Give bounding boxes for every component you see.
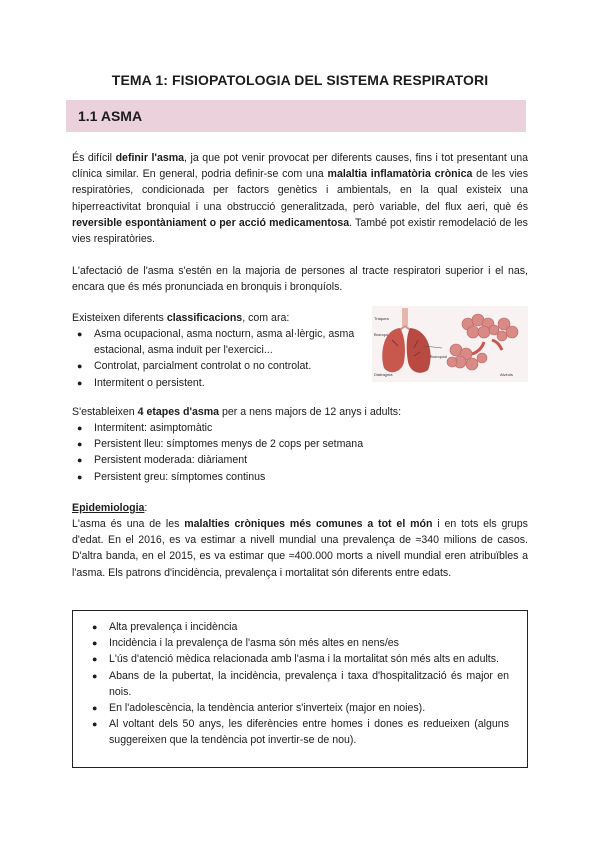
- classifications-intro: Existeixen diferents classificacions, com ara:: [72, 312, 290, 324]
- list-item: ● Intermitent o persistent.: [77, 376, 205, 389]
- list-item: ● Al voltant dels 50 anys, les diferències entre homes i dones es redueixen (alguns suggereixen que la tendència pot invertir-se de nou).: [92, 718, 509, 747]
- list-item: ● Persistent lleu: símptomes menys de 2 cops per setmana: [77, 438, 364, 451]
- section-title: 1.1 ASMA: [78, 108, 143, 124]
- figure-label: Alvèols: [500, 372, 513, 377]
- figure-label: Diafragma: [374, 372, 393, 377]
- classifications-list: [72, 326, 364, 391]
- list-item: ● En l'adolescència, la tendència anterior s'inverteix (major en noies).: [92, 702, 426, 715]
- epidemiology-paragraph: L'asma és una de les malalties cròniques més comunes a tot el món i en tots els grups d'edat. En el 2016, es va estimar a nivell mundial una prevalença de ≈340 milions de casos. D'altra banda, en el 2015, es va estimar que ≈400.000 morts a nivell mundial eren atribuïbles a l'asma. Els patrons d'incidència, prevalença i mortalitat són diferents entre edats.: [72, 518, 528, 579]
- stages-list: [72, 420, 528, 485]
- figure-label: Tràquea: [374, 316, 389, 321]
- figure-label: Bronquíol: [430, 354, 448, 359]
- lung-illustration: [372, 306, 528, 382]
- list-item: ● Controlat, parcialment controlat o no controlat.: [77, 360, 312, 373]
- stages-intro: S'estableixen 4 etapes d'asma per a nens majors de 12 anys i adults:: [72, 406, 402, 418]
- list-item: ● Incidència i la prevalença de l'asma són més altes en nens/es: [92, 637, 399, 650]
- list-item: ● Intermitent: asimptomàtic: [77, 422, 213, 434]
- list-item: ● Alta prevalença i incidència: [92, 621, 238, 633]
- affectation-paragraph: L'afectació de l'asma s'estén en la majoria de persones al tracte respiratori superior i el nas, encara que és més pronunciada en bronquis i bronquíols.: [72, 265, 528, 294]
- intro-paragraph: És difícil definir l'asma, ja que pot venir provocat per diferents causes, fins i tot presentant una clínica similar. En general, podria definir-se com una malaltia inflamatòria crònica de les vies respiratòries, condicionada per factors genètics i ambientals, en la qual existeix una hiperreactivitat bronquial i una obstrucció generalitzada, però variable, del flux aeri, què és reversible espontàniament o per acció medicamentosa. També pot existir remodelació de les vies respiratòries.: [72, 152, 528, 246]
- list-item: ● Persistent greu: símptomes continus: [77, 470, 266, 483]
- summary-list: [87, 619, 509, 749]
- page-title: TEMA 1: FISIOPATOLOGIA DEL SISTEMA RESPIRATORI: [111, 72, 489, 88]
- epidemiology-summary-box: [72, 610, 528, 768]
- list-item: ● Abans de la pubertat, la incidència, prevalença i taxa d'hospitalització és major en nois.: [92, 669, 509, 698]
- list-item: ● Persistent moderada: diàriament: [77, 454, 248, 467]
- epidemiology-heading: Epidemiologia:: [72, 502, 148, 514]
- list-item: ● Asma ocupacional, asma nocturn, asma al·lèrgic, asma estacional, asma induït per l'exercici...: [77, 328, 355, 357]
- list-item: ● L'ús d'atenció mèdica relacionada amb l'asma i la mortalitat són més alts en adults.: [92, 653, 499, 666]
- figure-label: Bronqui: [374, 332, 388, 337]
- lung-figure-svg: [372, 306, 528, 382]
